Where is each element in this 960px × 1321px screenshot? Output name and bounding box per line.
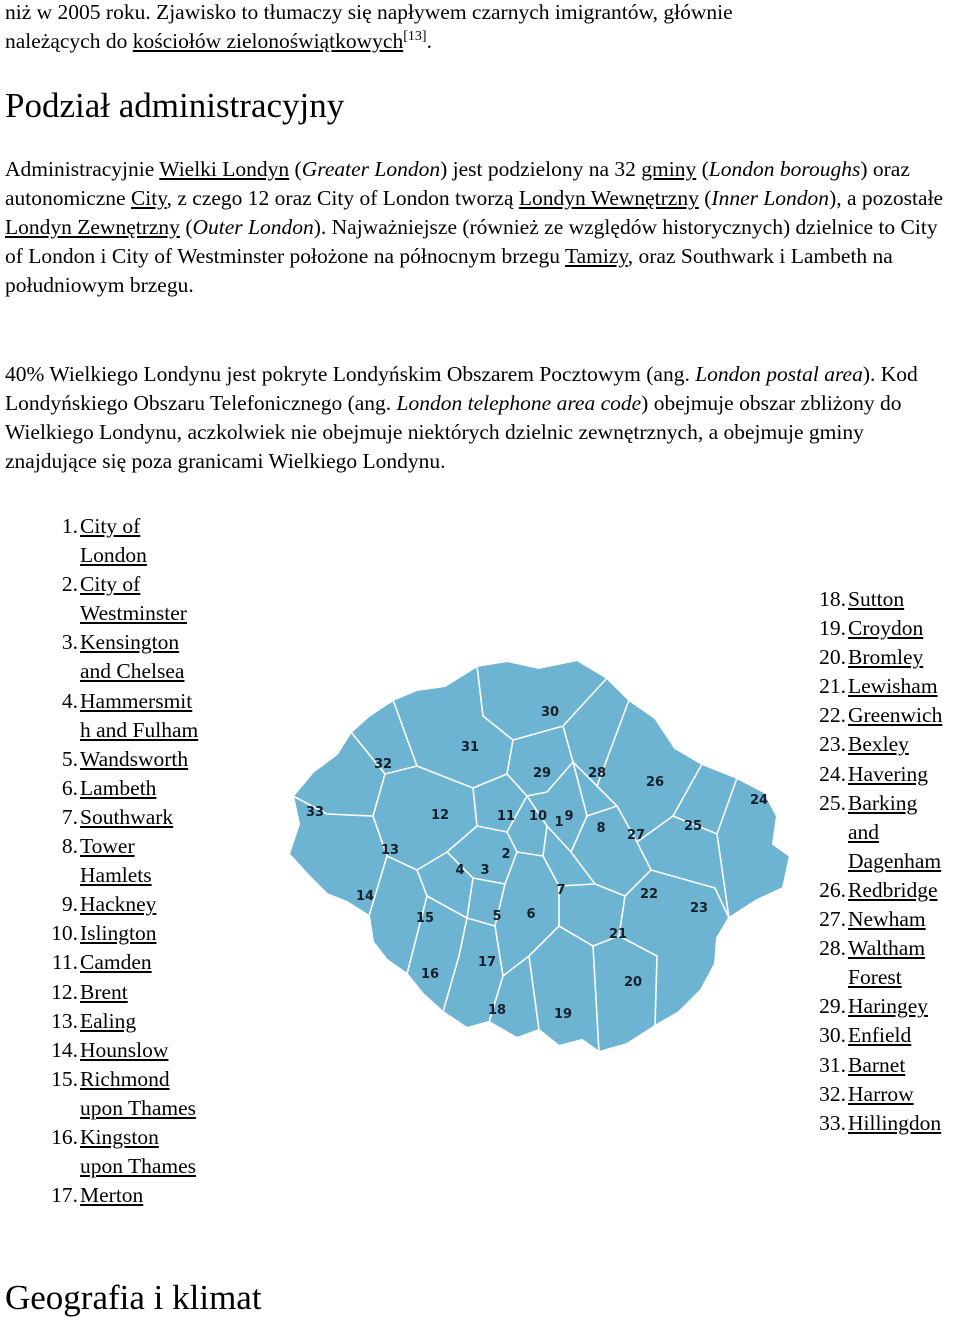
borough-list-item [42,948,242,977]
borough-number: 22. [819,703,846,728]
p1-italic: Outer London [192,215,314,239]
borough-number-label: 17 [477,955,497,970]
borough-number-label: 3 [480,863,490,878]
borough-link[interactable]: Kensington [80,630,180,655]
borough-number: 9. [61,892,78,917]
borough-list-item [42,1123,242,1181]
borough-number: 10. [51,921,78,946]
borough-number-label: 20 [623,975,643,990]
borough-link[interactable]: Wandsworth [80,746,189,771]
borough-link[interactable]: Ealing [80,1008,137,1033]
borough-list-item [810,789,960,876]
borough-link[interactable]: and [848,819,880,844]
borough-number-label: 32 [373,757,393,772]
borough-list-item [810,905,960,934]
borough-list-item [42,628,242,686]
borough-link[interactable]: London [80,543,147,568]
borough-list-item [810,1080,960,1109]
borough-number-label: 11 [496,809,516,824]
intro-line-1 [5,0,733,27]
section-heading-administrative-division: Podział administracyjny [5,86,345,125]
borough-number-label: 29 [532,766,552,781]
borough-list-item [810,643,960,672]
borough-number: 12. [51,979,78,1004]
borough-number-label: 15 [415,911,435,926]
borough-list-item [810,992,960,1021]
borough-list-item [810,614,960,643]
borough-list-item [810,701,960,730]
borough-link[interactable]: h and Fulham [80,717,199,742]
borough-link[interactable]: Enfield [848,1023,912,1048]
borough-list-item [42,978,242,1007]
p1-text: ), a pozostałe [829,186,944,210]
borough-list-item [42,774,242,803]
borough-link[interactable]: Camden [80,950,152,975]
borough-number-label: 18 [487,1003,507,1018]
borough-list-item [42,890,242,919]
greater-london-link[interactable]: Wielki Londyn [159,157,290,181]
borough-list-item [42,570,242,628]
borough-number-label: 21 [608,927,628,942]
borough-number: 18. [819,587,846,611]
borough-link[interactable]: Hamlets [80,863,152,888]
borough-number-label: 27 [626,828,646,843]
borough-link[interactable]: and Chelsea [80,659,185,684]
borough-number-label: 2 [501,847,511,862]
borough-number: 14. [51,1037,78,1062]
borough-number: 21. [819,674,846,699]
borough-list-item [42,512,242,570]
borough-number: 17. [51,1183,78,1208]
borough-link[interactable]: Bexley [848,732,909,757]
borough-number: 11. [51,950,78,975]
borough-link[interactable]: Newham [848,907,926,932]
borough-link[interactable]: Hammersmit [80,688,193,713]
intro-text-2-end: . [426,29,432,53]
borough-number-label: 12 [430,808,450,823]
thames-link[interactable]: Tamizy [564,244,628,268]
borough-number-label: 16 [420,967,440,982]
borough-list-item [810,1109,960,1138]
borough-number-label: 30 [540,705,560,720]
borough-link[interactable]: Kingston [80,1124,159,1149]
borough-number-label: 8 [596,821,606,836]
borough-number-label: 24 [749,793,769,808]
footnote-13[interactable]: [13] [403,28,427,44]
borough-list-item [42,1036,242,1065]
borough-number: 4. [61,688,78,713]
borough-link[interactable]: Haringey [848,994,928,1019]
p1-italic: London boroughs [708,157,861,181]
borough-number: 13. [51,1008,78,1033]
borough-number-label: 13 [380,843,400,858]
borough-list-item [42,1007,242,1036]
borough-link[interactable]: Croydon [848,616,924,641]
p2-text: ) obejmuje obszar zbliżony do Wielkiego Londynu, aczkolwiek nie obejmuje niektórych dzielnic zewnętrznych, a obejmuje gminy znajdujące się poza granicami Wielkiego Londynu. [5,391,902,473]
borough-number: 7. [61,804,78,829]
borough-link[interactable]: City of [80,572,141,597]
borough-number: 6. [61,775,78,800]
paragraph-postal-area [5,360,955,476]
borough-number-label: 19 [553,1007,573,1022]
p1-text: ( [698,186,712,210]
borough-number-label: 23 [689,901,709,916]
borough-number: 20. [819,645,846,670]
borough-list-item [42,687,242,745]
p1-text: ( [179,215,193,239]
borough-link[interactable]: Lambeth [80,775,157,800]
borough-number: 8. [61,834,78,859]
borough-link[interactable]: Bromley [848,645,924,670]
p1-text: ( [696,157,709,181]
borough-number-label: 4 [455,863,465,878]
borough-link[interactable]: Westminster [80,601,187,626]
borough-link[interactable]: Lewisham [848,674,938,699]
borough-list-item [810,730,960,759]
borough-number-label: 10 [528,809,548,824]
borough-link[interactable]: Southwark [80,804,174,829]
intro-text-1: niż w 2005 roku. Zjawisko to tłumaczy się napływem czarnych imigrantów, głównie [5,0,733,24]
p2-text: 40% Wielkiego Londynu jest pokryte Londyńskim Obszarem Pocztowym (ang. [5,362,696,386]
borough-number-label: 28 [587,766,607,781]
borough-number: 32. [819,1081,846,1106]
borough-link[interactable]: Brent [80,979,128,1004]
borough-number-label: 1 [554,815,564,830]
borough-link[interactable]: Redbridge [848,877,938,902]
borough-number: 28. [819,936,846,961]
borough-link[interactable]: Barnet [848,1052,906,1077]
borough-link[interactable]: upon Thames [80,1154,197,1179]
borough-number: 5. [61,746,78,771]
p1-text: , oraz Southwark i Lambeth na południowym brzegu. [5,244,893,297]
borough-number: 27. [819,907,846,932]
borough-number-label: 7 [556,883,566,898]
p1-text: ) oraz autonomiczne [5,157,910,210]
borough-number: 2. [61,572,78,597]
borough-link[interactable]: Waltham [848,936,926,961]
borough-number-label: 33 [305,805,325,820]
borough-link[interactable]: Hackney [80,892,157,917]
borough-link[interactable]: Merton [80,1183,144,1208]
borough-list-item [810,1021,960,1050]
p1-text: ( [289,157,302,181]
borough-link[interactable]: Richmond [80,1066,170,1091]
borough-list-item [42,919,242,948]
p1-text: , z czego 12 oraz City of London tworzą [166,186,519,210]
borough-link[interactable]: Barking [848,790,918,815]
borough-number: 16. [51,1124,78,1149]
borough-number-label: 22 [639,887,659,902]
borough-number: 19. [819,616,846,641]
borough-link[interactable]: Dagenham [848,848,942,873]
borough-number: 31. [819,1052,846,1077]
p1-text: ) jest podzielony na 32 [440,157,642,181]
borough-number: 29. [819,994,846,1019]
intro-line-2 [5,27,432,56]
borough-number-label: 14 [355,889,375,904]
borough-list-item [810,934,960,992]
p1-italic: Inner London [711,186,830,210]
london-boroughs-map [277,656,792,1056]
borough-number: 24. [819,761,846,786]
borough-link[interactable]: Havering [848,761,928,786]
borough-list-item [42,1181,242,1210]
borough-list-item [810,876,960,905]
borough-list-item [42,832,242,890]
borough-list-item [42,745,242,774]
borough-number: 25. [819,790,846,815]
borough-number-label: 26 [645,775,665,790]
borough-number-label: 31 [460,740,480,755]
inner-london-link[interactable]: Londyn Wewnętrzny [518,186,699,210]
borough-list-item [810,1051,960,1080]
borough-list-item [810,760,960,789]
borough-number-label: 25 [683,819,703,834]
p2-text: ). Kod Londyńskiego Obszaru Telefonicznego (ang. [5,362,918,415]
borough-link[interactable]: Forest [848,965,902,990]
borough-link[interactable]: City of [80,514,141,538]
borough-number: 26. [819,877,846,902]
borough-link[interactable]: upon Thames [80,1095,197,1120]
pentecostal-churches-link[interactable]: kościołów zielonoświątkowych [132,29,404,53]
borough-number: 23. [819,732,846,757]
p2-italic: London postal area [695,362,863,386]
p1-text: Administracyjnie [5,157,160,181]
p1-text: ). Najważniejsze (również ze względów historycznych) dzielnice to City of London i City of Westminster położone na północnym brzegu [5,215,938,268]
borough-link[interactable]: Hillingdon [848,1110,942,1135]
outer-london-link[interactable]: Londyn Zewnętrzny [5,215,180,239]
borough-list-left [42,512,242,1210]
boroughs-link[interactable]: gminy [641,157,697,181]
borough-link[interactable]: Islington [80,921,157,946]
p2-italic: London telephone area code [396,391,642,415]
borough-number-label: 9 [564,809,574,824]
city-link[interactable]: City [130,186,167,210]
borough-list-item [42,1065,242,1123]
borough-list-item [810,672,960,701]
borough-number: 30. [819,1023,846,1048]
section-heading-geography-climate: Geografia i klimat [5,1278,262,1317]
borough-list-right [810,585,960,1138]
borough-number: 33. [819,1110,846,1135]
borough-number: 3. [61,630,78,655]
borough-number: 1. [61,514,78,538]
borough-link[interactable]: Tower [80,834,135,859]
intro-text-2: należących do [5,29,133,53]
borough-link[interactable]: Harrow [848,1081,914,1106]
borough-list-item [42,803,242,832]
borough-number: 15. [51,1066,78,1091]
borough-list-item [810,585,960,614]
p1-italic: Greater London [301,157,441,181]
borough-link[interactable]: Sutton [848,587,905,611]
borough-link[interactable]: Greenwich [848,703,943,728]
paragraph-administrative [5,155,955,300]
borough-number-label: 5 [492,909,502,924]
borough-number-label: 6 [526,907,536,922]
borough-link[interactable]: Hounslow [80,1037,169,1062]
